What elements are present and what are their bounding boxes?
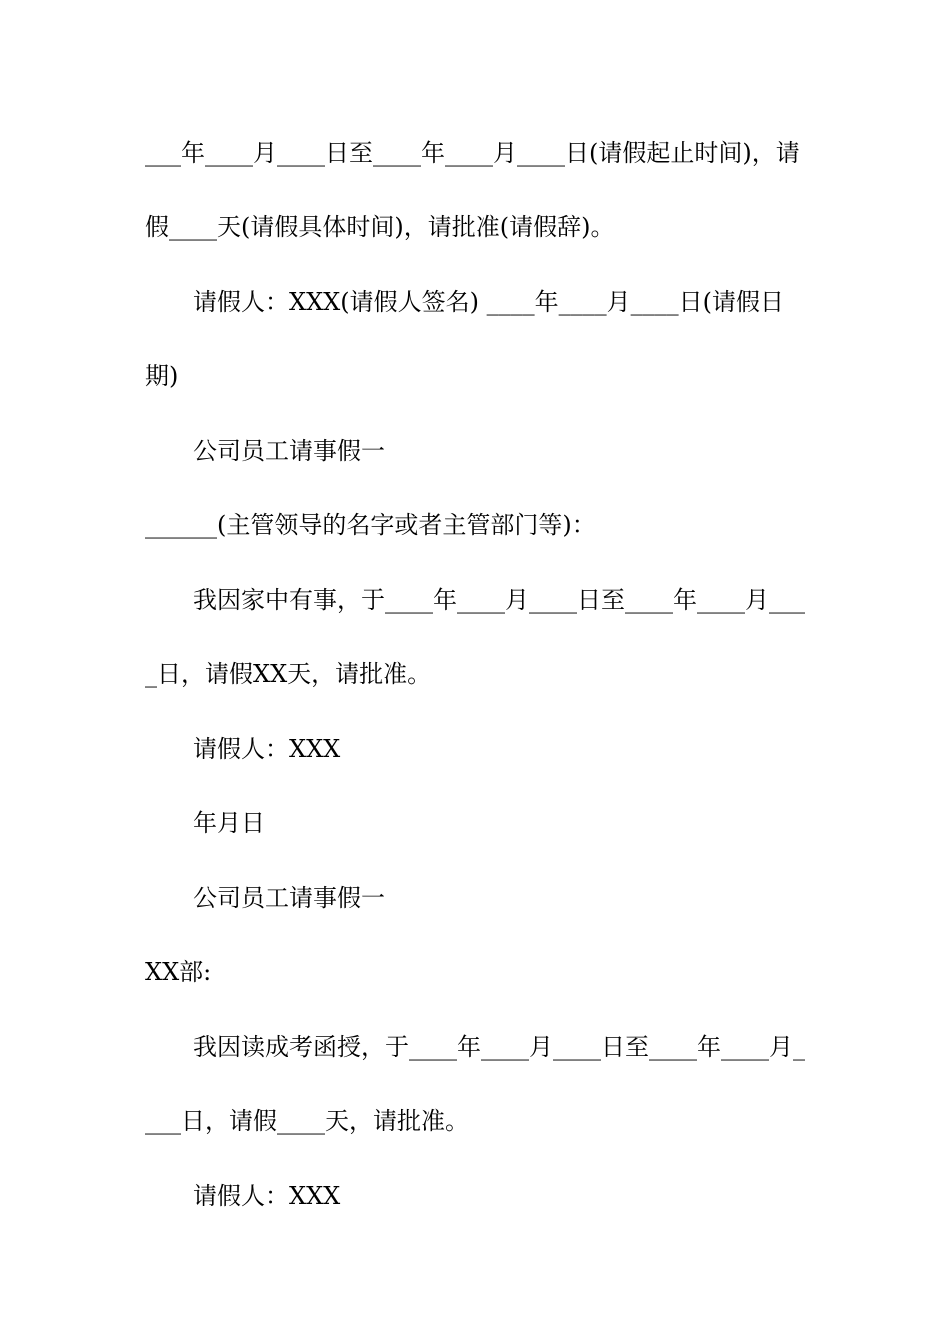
recipient-line: XX部: (145, 958, 212, 986)
applicant-date-continuation: 期) (145, 362, 179, 390)
date-line: 年月日 (193, 809, 265, 837)
leave-period-line: ___年____月____日至____年____月____日(请假起止时间)，请 (145, 139, 800, 167)
leave-days-line: 假____天(请假具体时间)，请批准(请假辞)。 (145, 213, 615, 241)
body-paragraph-line: 我因家中有事，于____年____月____日至____年____月___ (193, 586, 805, 614)
body-paragraph-continuation: ___日，请假____天，请批准。 (145, 1107, 469, 1135)
recipient-line: ______(主管领导的名字或者主管部门等)： (145, 511, 596, 539)
applicant-line: 请假人：XXX (193, 735, 341, 763)
section-heading: 公司员工请事假一 (193, 437, 385, 465)
applicant-line: 请假人：XXX (193, 1182, 341, 1210)
body-paragraph-continuation: _日，请假XX天，请批准。 (145, 660, 432, 688)
body-paragraph-line: 我因读成考函授，于____年____月____日至____年____月_ (193, 1033, 805, 1061)
section-heading: 公司员工请事假一 (193, 884, 385, 912)
applicant-signature-line: 请假人：XXX(请假人签名) ____年____月____日(请假日 (193, 288, 784, 316)
